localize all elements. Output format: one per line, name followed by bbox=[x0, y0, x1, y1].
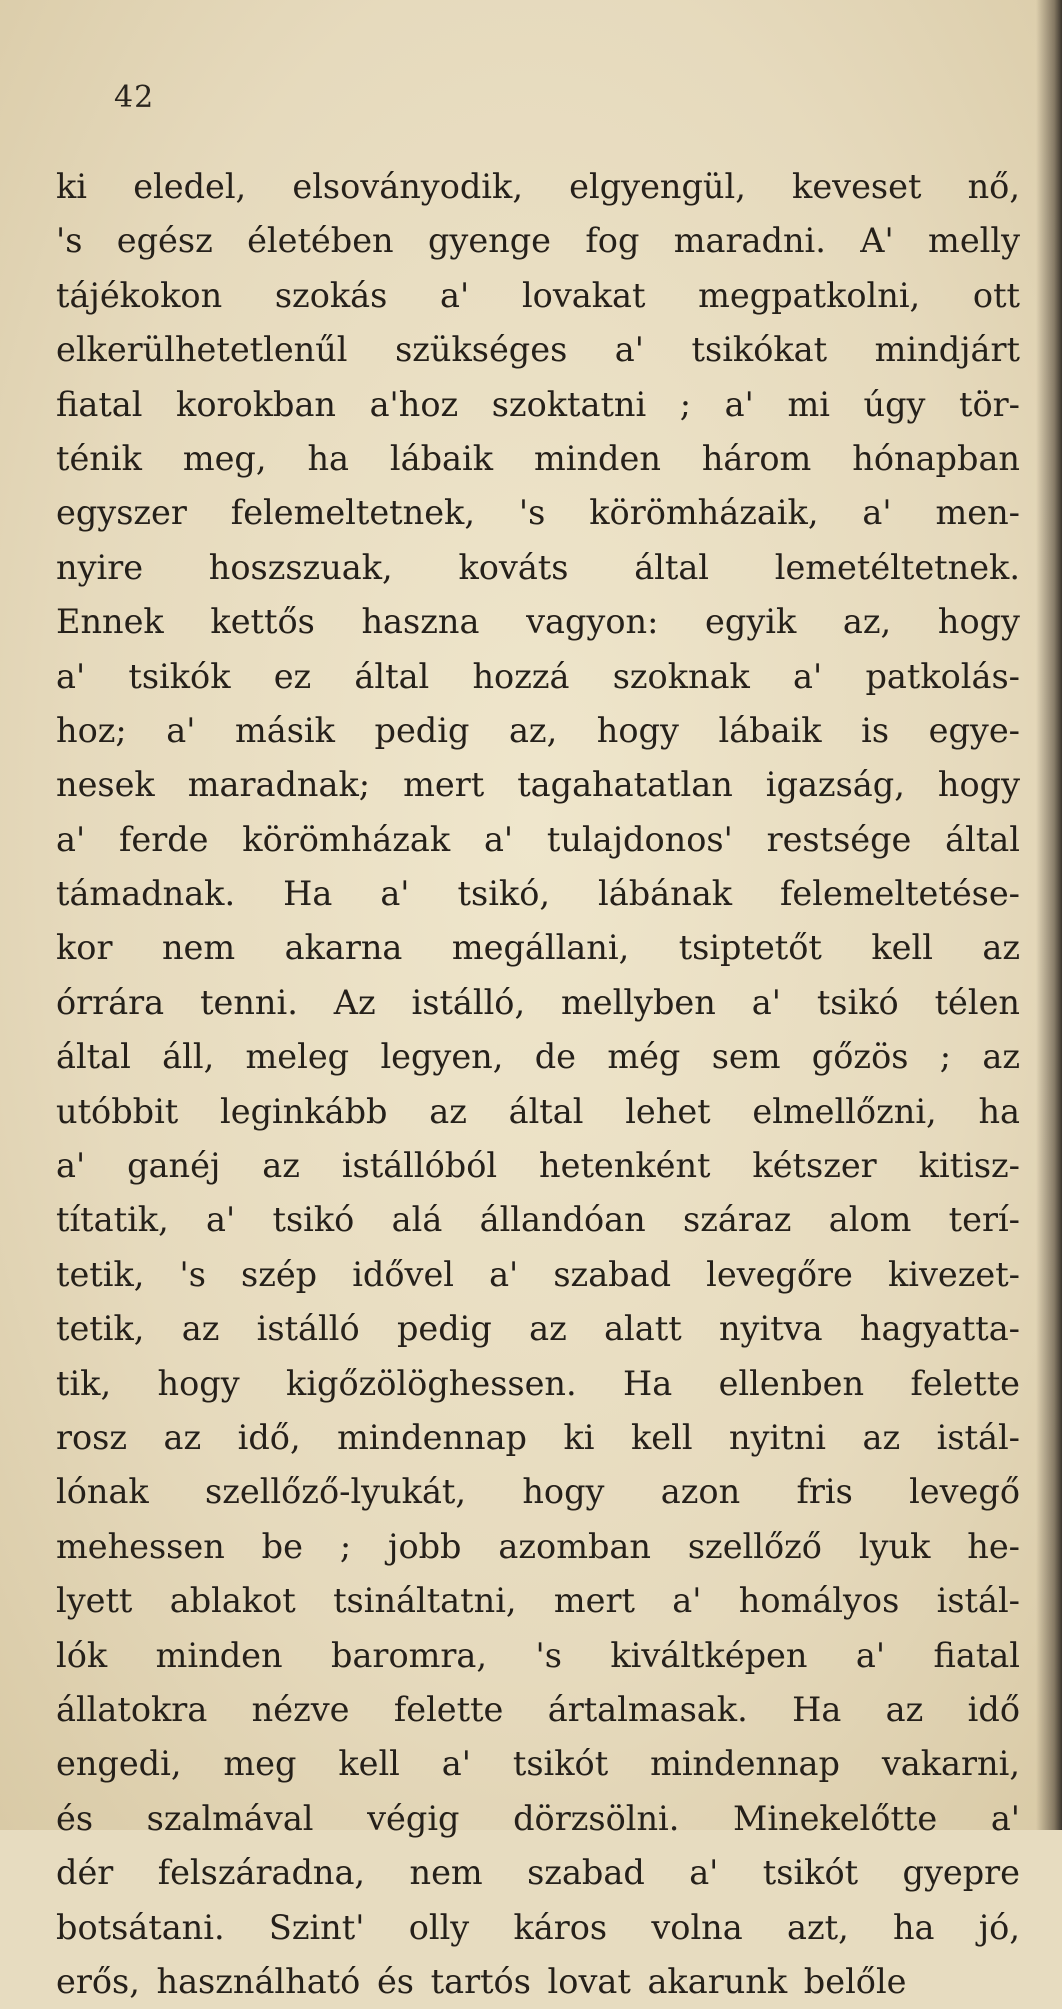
text-line: hoz; a' másik pedig az, hogy lábaik is egye- bbox=[56, 710, 1020, 750]
text-line: ki eledel, elsoványodik, elgyengül, keveset nő, bbox=[56, 167, 1020, 206]
text-line: nesek maradnak; mert tagahatatlan igazság, hogy bbox=[56, 765, 1020, 805]
text-line: támadnak. Ha a' tsikó, lábának felemeltetése- bbox=[56, 874, 1020, 914]
text-line: fiatal korokban a'hoz szoktatni ; a' mi úgy tör- bbox=[56, 384, 1020, 424]
text-line: nyire hoszszuak, kováts által lemetéltetnek. bbox=[56, 547, 1020, 587]
text-line: dér felszáradna, nem szabad a' tsikót gyepre bbox=[56, 1853, 1020, 1893]
text-line: és szalmával végig dörzsölni. Minekelőtte a' bbox=[56, 1798, 1020, 1838]
body-text bbox=[56, 160, 1020, 2009]
text-line: títatik, a' tsikó alá állandóan száraz alom terí- bbox=[56, 1200, 1020, 1240]
text-line: botsátani. Szint' olly káros volna azt, ha jó, bbox=[56, 1907, 1020, 1947]
text-line: tájékokon szokás a' lovakat megpatkolni, ott bbox=[56, 275, 1020, 315]
text-line: utóbbit leginkább az által lehet elmellőzni, ha bbox=[56, 1091, 1020, 1131]
text-line: lyett ablakot tsináltatni, mert a' homályos istál- bbox=[56, 1581, 1020, 1621]
text-line: lónak szellőző-lyukát, hogy azon fris levegő bbox=[56, 1472, 1020, 1512]
text-line: tetik, 's szép idővel a' szabad levegőre kivezet- bbox=[56, 1254, 1020, 1294]
text-line: engedi, meg kell a' tsikót mindennap vakarni, bbox=[56, 1744, 1020, 1784]
text-line: ténik meg, ha lábaik minden három hónapban bbox=[56, 438, 1020, 478]
text-line: állatokra nézve felette ártalmasak. Ha az idő bbox=[56, 1689, 1020, 1729]
text-line: által áll, meleg legyen, de még sem gőzös ; az bbox=[56, 1037, 1020, 1077]
text-line: 's egész életében gyenge fog maradni. A' melly bbox=[56, 221, 1020, 261]
text-line: a' ganéj az istállóból hetenként kétszer kitisz- bbox=[56, 1146, 1020, 1186]
text-line: a' ferde körömházak a' tulajdonos' restsége által bbox=[56, 819, 1020, 859]
text-line: órrára tenni. Az istálló, mellyben a' tsikó télen bbox=[56, 982, 1020, 1022]
page-edge-shadow bbox=[1036, 0, 1062, 1830]
text-line: egyszer felemeltetnek, 's körömházaik, a' men- bbox=[56, 493, 1020, 533]
text-line: a' tsikók ez által hozzá szoknak a' patkolás- bbox=[56, 656, 1020, 696]
text-line: Ennek kettős haszna vagyon: egyik az, hogy bbox=[56, 602, 1020, 642]
text-line: mehessen be ; jobb azomban szellőző lyuk he- bbox=[56, 1526, 1020, 1566]
page-number: 42 bbox=[114, 80, 155, 115]
text-line: rosz az idő, mindennap ki kell nyitni az istál- bbox=[56, 1417, 1020, 1457]
text-line: kor nem akarna megállani, tsiptetőt kell az bbox=[56, 928, 1020, 968]
text-line: lók minden baromra, 's kiváltképen a' fiatal bbox=[56, 1635, 1020, 1675]
text-line: elkerülhetetlenűl szükséges a' tsikókat mindjárt bbox=[56, 330, 1020, 370]
text-line: tetik, az istálló pedig az alatt nyitva hagyatta- bbox=[56, 1309, 1020, 1349]
text-line: tik, hogy kigőzölöghessen. Ha ellenben felette bbox=[56, 1363, 1020, 1403]
text-line: erős, használható és tartós lovat akarunk belőle bbox=[56, 1961, 907, 2001]
